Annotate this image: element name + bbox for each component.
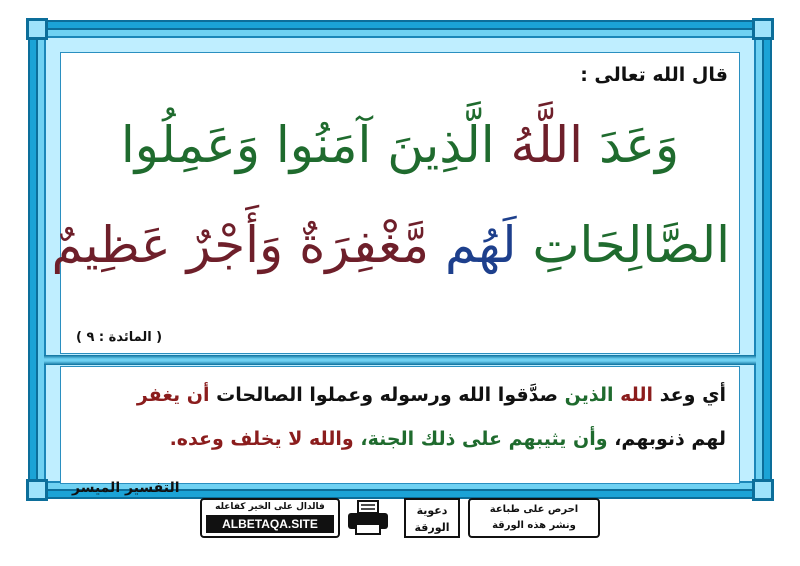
verse-line-2 [51,216,730,274]
tafsir-segment: الله [620,384,654,406]
footer-site-link[interactable]: ALBETAQA.SITE [206,515,334,533]
verse-word: وَأَجْرٌ [186,216,284,274]
verse-word: اللَّهُ [510,116,584,174]
tafsir-source: التفسير الميسر [72,480,180,496]
verse-word: الَّذِينَ [387,116,495,174]
albetaqa-logo [404,498,460,538]
panel-divider [44,355,756,365]
printer-icon [346,500,390,536]
tafsir-line-2 [76,428,726,450]
verse-word: آمَنُوا [275,116,372,174]
footer-banner [200,498,600,538]
footer-motto: فالدال على الخير كفاعله [215,502,325,512]
tafsir-segment: أن يغفر [136,384,210,406]
logo-line: دعوية [416,504,448,517]
footer-print-note: احرص على طباعة [489,504,579,515]
tafsir-segment: لهم ذنوبهم، [614,428,726,450]
footer-site-box [200,498,340,538]
verse-word: وَعَمِلُوا [120,116,260,174]
frame-corner-ornament [26,18,48,40]
frame-corner-ornament [752,479,774,501]
verse-word: الصَّالِحَاتِ [532,216,730,274]
footer-print-note: ونشر هذه الورقة [492,520,576,531]
verse-word: عَظِيمٌ [51,216,171,274]
verse-word: مَّغْفِرَةٌ [299,216,430,274]
tafsir-segment: صدَّقوا الله ورسوله وعملوا الصالحات [216,384,559,406]
frame-corner-ornament [752,18,774,40]
verse-word: لَهُم [444,216,517,274]
frame-corner-ornament [26,479,48,501]
verse-line-1 [70,118,730,173]
tafsir-segment: وأن يثيبهم على ذلك الجنة، [360,428,608,450]
tafsir-segment: الذين [564,384,614,406]
verse-panel [60,52,740,354]
verse-intro: قال الله تعالى : [580,64,728,86]
footer-print-box [468,498,600,538]
tafsir-segment: والله لا يخلف وعده. [169,428,354,450]
tafsir-segment: أي وعد [659,384,726,406]
verse-word: وَعَدَ [598,116,680,174]
verse-reference: ( المائدة : ٩ ) [76,330,163,345]
logo-line: الورقة [414,521,450,534]
tafsir-line-1 [76,384,726,406]
